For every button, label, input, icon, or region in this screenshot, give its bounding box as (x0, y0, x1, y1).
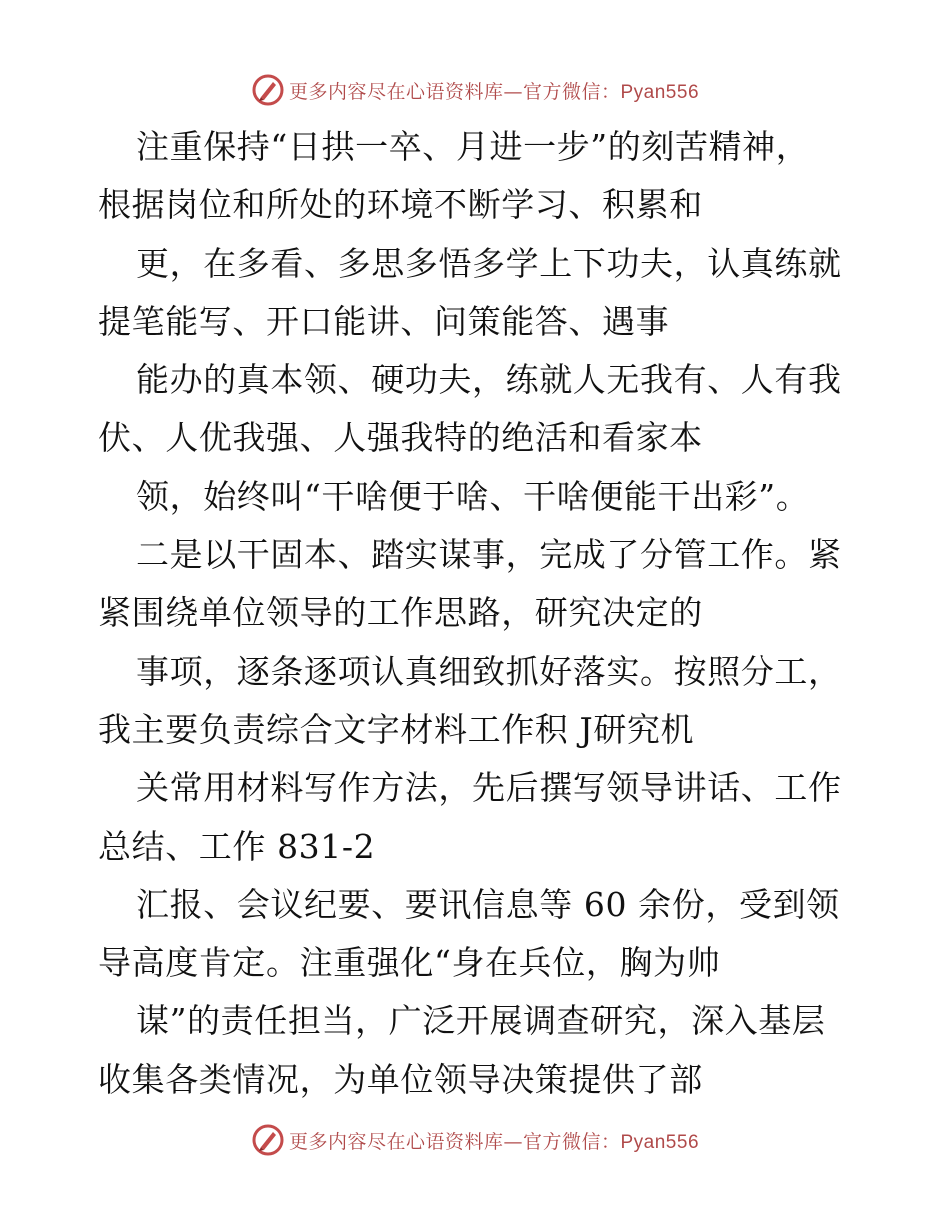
header-banner-text: 更多内容尽在心语资料库—官方微信：Pyan556 (288, 80, 700, 103)
footer-banner (0, 1120, 950, 1160)
text-line: 总结、工作 831-2 (98, 826, 376, 866)
text-line: 导高度肯定。注重强化“身在兵位，胸为帅 (98, 943, 721, 983)
text-line: 关常用材料写作方法，先后撰写领导讲话、工作 (136, 768, 842, 808)
text-line: 伏、人优我强、人强我特的绝活和看家本 (98, 418, 703, 458)
header-banner (0, 70, 950, 110)
footer-banner-text: 更多内容尽在心语资料库—官方微信：Pyan556 (288, 1130, 700, 1153)
text-line: 能办的真本领、硬功夫，练就人无我有、人有我 (136, 360, 842, 400)
text-line: 紧围绕单位领导的工作思路，研究决定的 (98, 593, 703, 633)
text-line: 谋”的责任担当，广泛开展调查研究，深入基层 (136, 1001, 826, 1041)
text-line: 我主要负责综合文字材料工作积 J研究机 (98, 709, 695, 749)
text-line: 更，在多看、多思多悟多学上下功夫，认真练就 (136, 243, 842, 283)
text-line: 事项，逐条逐项认真细致抓好落实。按照分工， (136, 651, 842, 691)
text-line: 根据岗位和所处的环境不断学习、积累和 (98, 185, 703, 225)
text-line: 注重保持“日拱一卒、月进一步”的刻苦精神， (136, 127, 810, 166)
text-line: 二是以干固本、踏实谋事，完成了分管工作。紧 (136, 535, 842, 575)
text-line: 汇报、会议纪要、要讯信息等 60 余份，受到领 (136, 884, 840, 924)
wechat-id: Pyan556 (620, 81, 700, 103)
pen-nib-circle-logo-icon (251, 73, 285, 107)
pen-nib-circle-logo-icon (251, 1123, 285, 1157)
wechat-id: Pyan556 (620, 1131, 700, 1153)
text-line: 收集各类情况，为单位领导决策提供了部 (98, 1059, 703, 1099)
text-line: 领，始终叫“干啥便于啥、干啥便能干出彩”。 (136, 476, 810, 516)
document-body (98, 118, 858, 1109)
text-line: 提笔能写、开口能讲、问策能答、遇事 (98, 301, 670, 341)
